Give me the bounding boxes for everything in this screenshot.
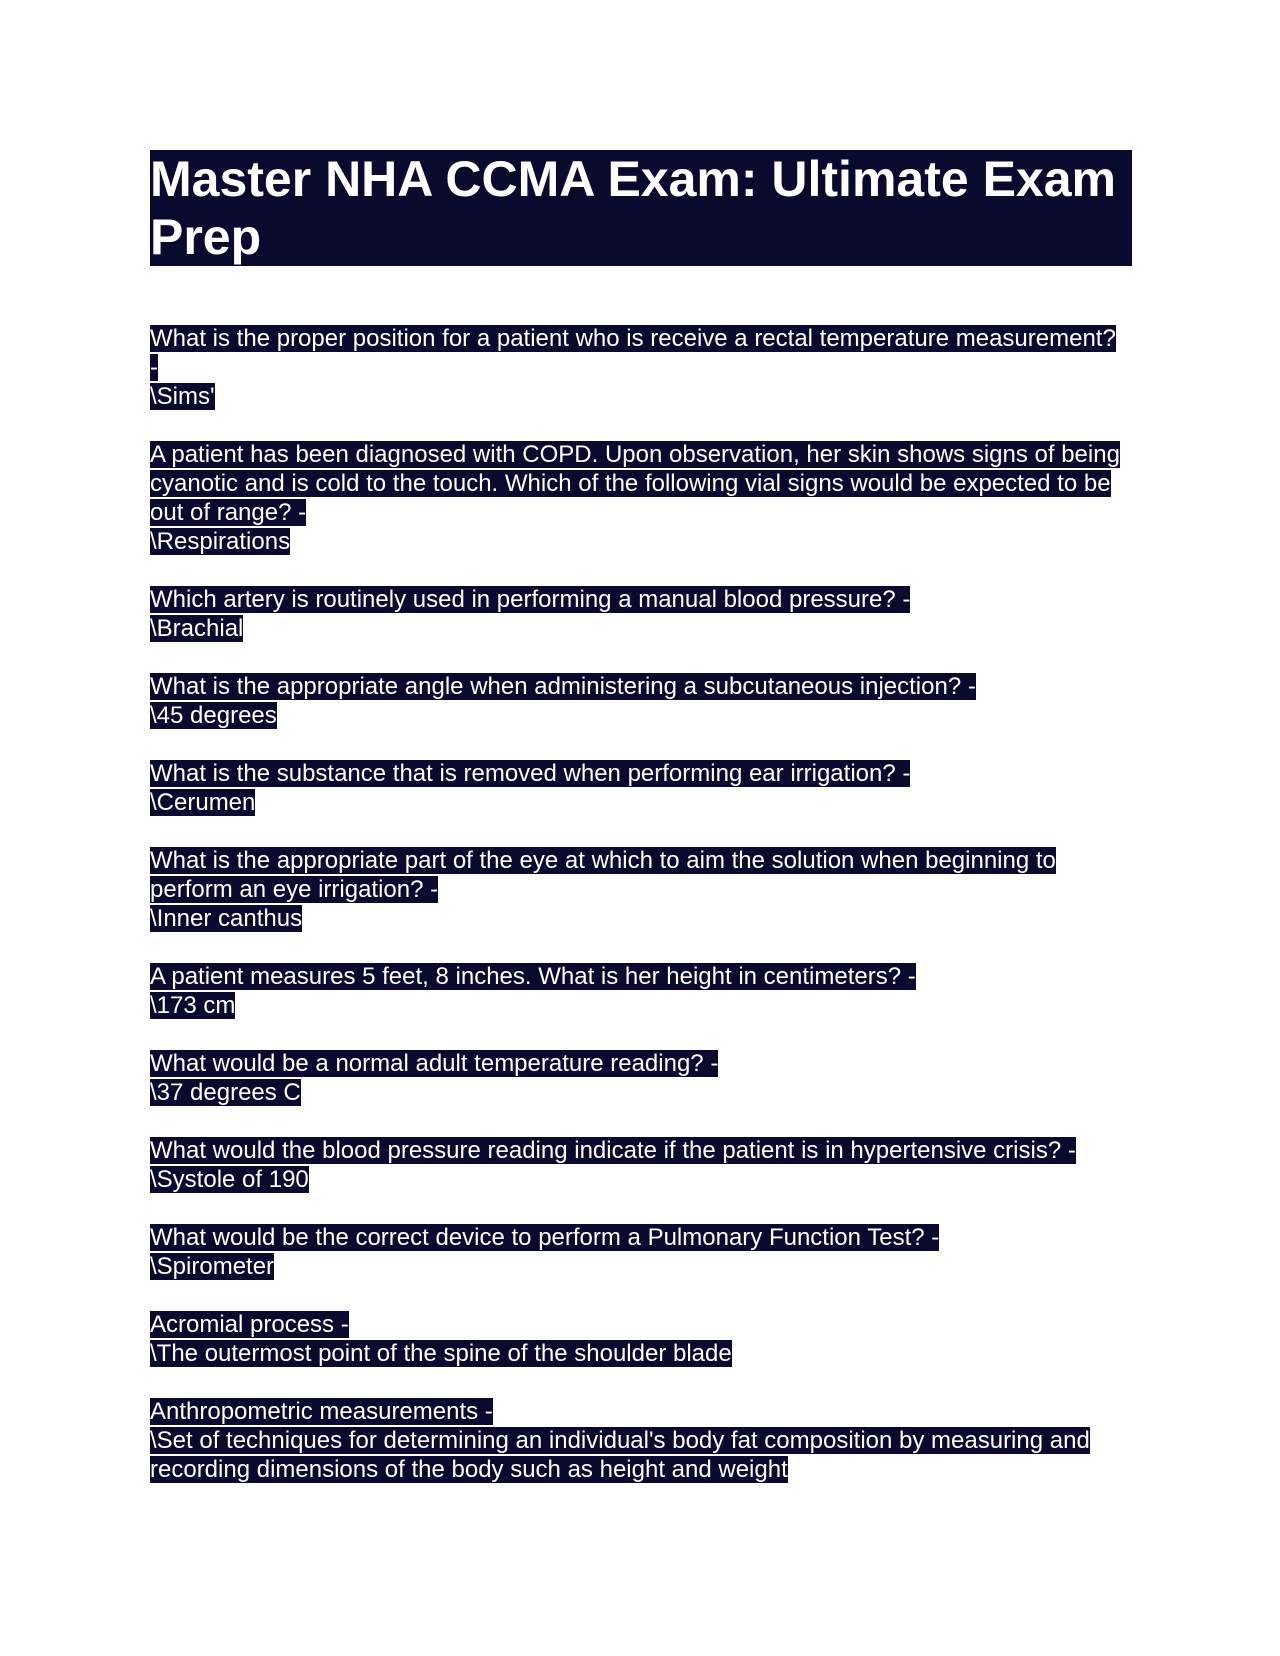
question-text: What is the appropriate part of the eye at which to aim the solution when beginning to perform an eye irrigation? - bbox=[150, 847, 1056, 903]
answer-text: \Brachial bbox=[150, 615, 244, 642]
qa-item-6 bbox=[150, 846, 1130, 933]
qa-item-2 bbox=[150, 440, 1130, 556]
answer-text: \Set of techniques for determining an individual's body fat composition by measuring and recording dimensions of the body such as height and weight bbox=[150, 1427, 1090, 1483]
answer-text: \The outermost point of the spine of the shoulder blade bbox=[150, 1340, 732, 1367]
qa-list bbox=[150, 324, 1132, 1484]
question-text: Acromial process - bbox=[150, 1311, 349, 1338]
question-text: Which artery is routinely used in performing a manual blood pressure? - bbox=[150, 586, 911, 613]
qa-item-7 bbox=[150, 962, 1130, 1020]
document-content bbox=[150, 150, 1132, 1513]
answer-text: \Cerumen bbox=[150, 789, 256, 816]
question-text: What is the substance that is removed when performing ear irrigation? - bbox=[150, 760, 911, 787]
qa-item-8 bbox=[150, 1049, 1130, 1107]
answer-text: \Inner canthus bbox=[150, 905, 303, 932]
question-text: A patient measures 5 feet, 8 inches. What is her height in centimeters? - bbox=[150, 963, 916, 990]
qa-item-12 bbox=[150, 1397, 1130, 1484]
qa-item-11 bbox=[150, 1310, 1130, 1368]
question-text: Anthropometric measurements - bbox=[150, 1398, 493, 1425]
question-text: What is the appropriate angle when administering a subcutaneous injection? - bbox=[150, 673, 976, 700]
answer-text: \Sims' bbox=[150, 383, 215, 410]
qa-item-1 bbox=[150, 324, 1130, 411]
answer-text: \37 degrees C bbox=[150, 1079, 301, 1106]
qa-item-3 bbox=[150, 585, 1130, 643]
document-title: Master NHA CCMA Exam: Ultimate Exam Prep bbox=[150, 150, 1132, 266]
qa-item-9 bbox=[150, 1136, 1130, 1194]
answer-text: \45 degrees bbox=[150, 702, 277, 729]
answer-text: \173 cm bbox=[150, 992, 236, 1019]
answer-text: \Respirations bbox=[150, 528, 291, 555]
question-text: What would the blood pressure reading indicate if the patient is in hypertensive crisis? - bbox=[150, 1137, 1076, 1164]
question-text: What would be a normal adult temperature reading? - bbox=[150, 1050, 719, 1077]
question-text: What would be the correct device to perform a Pulmonary Function Test? - bbox=[150, 1224, 940, 1251]
question-text: What is the proper position for a patient who is receive a rectal temperature measurement? - bbox=[150, 325, 1116, 381]
qa-item-5 bbox=[150, 759, 1130, 817]
answer-text: \Systole of 190 bbox=[150, 1166, 309, 1193]
question-text: A patient has been diagnosed with COPD. Upon observation, her skin shows signs of being cyanotic and is cold to the touch. Which of the following vial signs would be expected to be out of range? - bbox=[150, 441, 1120, 526]
qa-item-10 bbox=[150, 1223, 1130, 1281]
answer-text: \Spirometer bbox=[150, 1253, 275, 1280]
qa-item-4 bbox=[150, 672, 1130, 730]
